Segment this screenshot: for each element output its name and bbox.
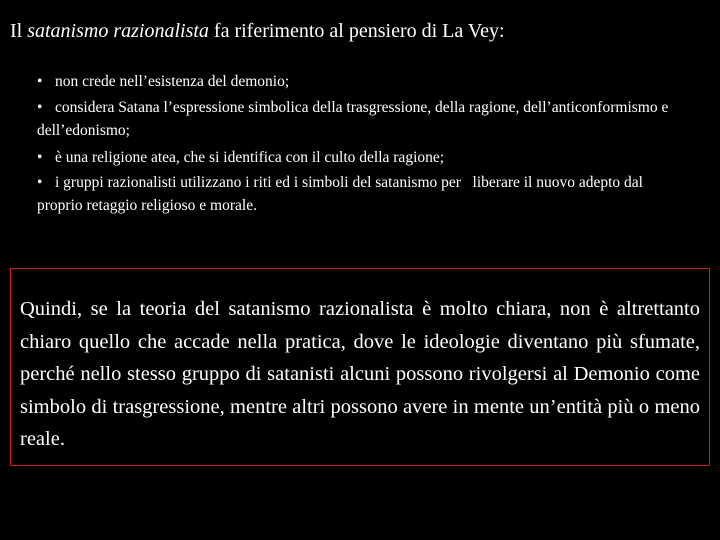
title-prefix: Il	[10, 20, 28, 42]
title-suffix: fa riferimento al pensiero di La Vey:	[208, 20, 505, 42]
bullet-text: non crede nell’esistenza del demonio;	[55, 73, 290, 90]
bullet-item	[37, 69, 687, 96]
bullet-item	[37, 171, 687, 217]
bullet-text: i gruppi razionalisti utilizzano i riti ed i simboli del satanismo per liberare il nuovo adepto dal proprio retaggio religioso e morale.	[37, 174, 647, 214]
conclusion-box	[10, 268, 710, 466]
bullet-marker: •	[37, 98, 43, 116]
bullet-marker: •	[37, 73, 43, 90]
bullet-marker: •	[37, 148, 43, 166]
conclusion-text: Quindi, se la teoria del satanismo razionalista è molto chiara, non è altrettanto chiaro quello che accade nella pratica, dove le ideologie diventano più sfumate, perché nello stesso gruppo di satanisti alcuni possono rivolgersi al Demonio come simbolo di trasgressione, mentre altri possono avere in mente un’entità più o meno reale.	[20, 298, 700, 450]
bullet-list	[37, 69, 687, 217]
bullet-marker: •	[37, 174, 43, 191]
bullet-text: considera Satana l’espressione simbolica della trasgressione, della ragione, dell’anticonformismo e dell’edonismo;	[37, 98, 669, 139]
title-italic: satanismo razionalista	[27, 20, 209, 42]
slide-title	[10, 18, 710, 44]
bullet-text: è una religione atea, che si identifica con il culto della ragione;	[55, 148, 445, 166]
bullet-item	[37, 145, 687, 172]
bullet-item	[37, 96, 687, 142]
